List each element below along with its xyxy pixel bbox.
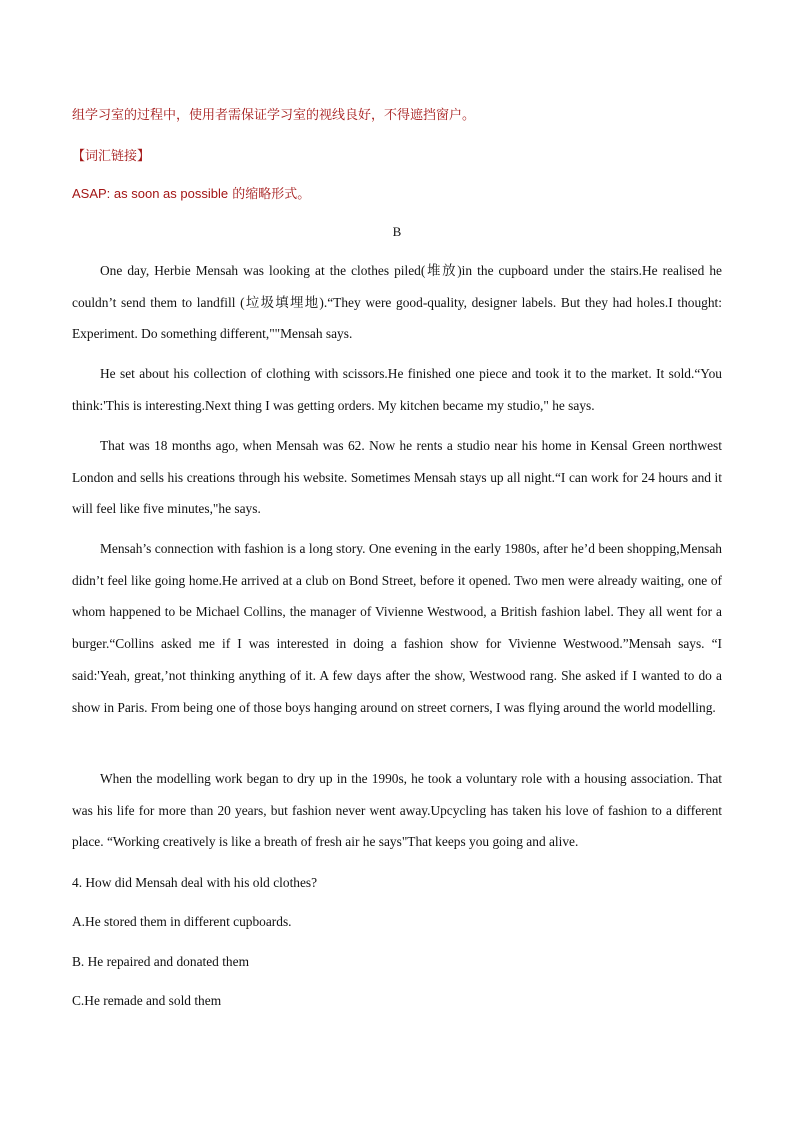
- passage-paragraph: [72, 255, 722, 350]
- paragraph-5: When the modelling work began to dry up in the 1990s, he took a voluntary role with a housing association. That was his life for more than 20 years, but fashion never went away.Upcycling has taken his love of fashion to a different place. “Working creatively is like a breath of fresh air he says"That keeps you going and alive.: [72, 771, 722, 850]
- paragraph-3: That was 18 months ago, when Mensah was 62. Now he rents a studio near his home in Kensal Green northwest London and sells his creations through his website. Sometimes Mensah stays up all night.“I can work for 24 hours and it will feel like five minutes,"he says.: [72, 438, 722, 517]
- option-b: B. He repaired and donated them: [72, 954, 249, 969]
- paragraph-1: One day, Herbie Mensah was looking at the clothes piled(堆放)in the cupboard under the stairs.He realised he couldn’t send them to landfill (垃圾填埋地).“They were good-quality, designer labels. But they had holes.I thought: Experiment. Do something different,""Mensah says.: [72, 263, 722, 342]
- paragraph-4: Mensah’s connection with fashion is a long story. One evening in the early 1980s, after he’d been shopping,Mensah didn’t feel like going home.He arrived at a club on Bond Street, before it opened. Two men were already waiting, one of whom happened to be Michael Collins, the manager of Vivienne Westwood, a British fashion label. They all went for a burger.“Collins asked me if I was interested in doing a fashion show for Vivienne Westwood.”Mensah says. “I said:'Yeah, great,’not thinking anything of it. A few days after the show, Westwood rang. She asked if I wanted to do a show in Paris. From being one of those boys hanging around on street corners, I was flying around the world modelling.: [72, 541, 722, 715]
- passage-label: B: [392, 224, 402, 239]
- paragraph-2: He set about his collection of clothing with scissors.He finished one piece and took it to the market. It sold.“You think:'This is interesting.Next thing I was getting orders. My kitchen became my studio," he says.: [72, 366, 722, 413]
- vocab-definition: [72, 183, 310, 202]
- vocab-def-text: 的缩略形式。: [228, 187, 311, 202]
- vocab-term: ASAP: as soon as possible: [72, 186, 229, 201]
- passage-paragraph: [72, 430, 722, 525]
- passage-paragraph: [72, 763, 722, 858]
- option-a: A.He stored them in different cupboards.: [72, 914, 292, 929]
- passage-paragraph: [72, 358, 722, 421]
- passage-paragraph: [72, 533, 722, 723]
- option-c: C.He remade and sold them: [72, 993, 222, 1008]
- question-stem: 4. How did Mensah deal with his old clothes?: [72, 875, 318, 890]
- study-room-note: 组学习室的过程中，使用者需保证学习室的视线良好，不得遮挡窗户。: [72, 108, 476, 123]
- vocab-heading: 【词汇链接】: [72, 149, 151, 164]
